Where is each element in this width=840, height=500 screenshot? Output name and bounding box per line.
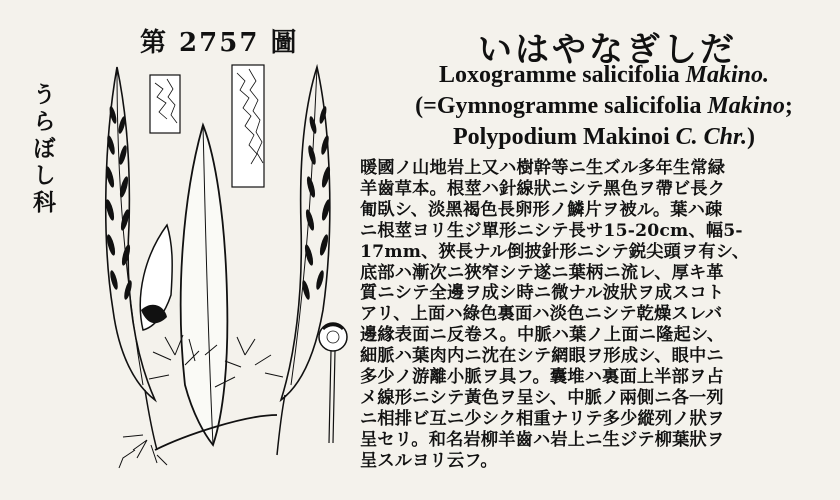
description-line: 羊齒草本。根莖ハ針線狀ニシテ黑色ヲ帶ビ長ク xyxy=(360,178,726,199)
description-line: 邊緣表面ニ反卷ス。中脈ハ葉ノ上面ニ隆起シ、 xyxy=(360,325,725,346)
description-line: 17mm、狹長ナル倒披針形ニシテ鋭尖頭ヲ有シ、 xyxy=(360,241,750,262)
family-name: うらぼし科 xyxy=(29,82,56,217)
synonym-punct-1: ; xyxy=(784,93,793,119)
scientific-name-line xyxy=(378,62,830,89)
description-line: 多少ノ游離小脈ヲ具フ。囊堆ハ裏面上半部ヲ占 xyxy=(360,367,724,388)
description xyxy=(360,158,835,472)
synonym-line-1 xyxy=(378,93,830,120)
description-line: 細脈ハ葉肉内ニ沈在シテ網眼ヲ形成シ、眼中ニ xyxy=(360,346,724,367)
description-line: 呈セリ。和名岩柳羊齒ハ岩上ニ生ジテ柳葉狀ヲ xyxy=(360,429,725,450)
synonym-author-1: Makino xyxy=(707,93,785,119)
description-line: アリ、上面ハ綠色裏面ハ淡色ニシテ乾燥スレバ xyxy=(360,304,723,325)
description-line: 暖國ノ山地岩上又ハ樹幹等ニ生ズル多年生常緑 xyxy=(360,158,726,178)
description-line: 呈スルヨリ云フ。 xyxy=(360,450,498,471)
description-line: ニ相排ビ互ニ少シク相重ナリテ多少縱列ノ狀ヲ xyxy=(360,408,725,429)
center-leaf xyxy=(181,125,228,445)
scientific-name: Loxogramme salicifolia xyxy=(439,62,680,88)
synonym-name-1: (=Gymnogramme salicifolia xyxy=(415,93,702,119)
plate-number: 第 2757 圖 xyxy=(140,28,299,58)
description-line: メ線形ニシテ黃色ヲ呈シ、中脈ノ兩側ニ各一列 xyxy=(360,387,724,408)
description-line: 底部ハ漸次ニ狹窄シテ遂ニ葉柄ニ流レ、厚キ革 xyxy=(360,262,724,283)
description-line: 匍臥シ、淡黑褐色長卵形ノ鱗片ヲ被ル。葉ハ疎 xyxy=(360,199,723,220)
synonym-line-2 xyxy=(378,124,830,151)
description-line: 質ニシテ全邊ヲ成シ時ニ微ナル波狀ヲ成スコト xyxy=(360,283,725,304)
right-frond xyxy=(277,67,332,455)
synonym-author-2: C. Chr. xyxy=(675,124,748,150)
scientific-author: Makino. xyxy=(685,62,769,88)
fern-illustration xyxy=(95,55,365,475)
synonym-punct-2: ) xyxy=(747,124,756,150)
japanese-common-name: いはやなぎしだ xyxy=(478,30,737,70)
synonym-name-2: Polypodium Makinoi xyxy=(452,124,670,150)
description-line: ニ根莖ヨリ生ジ單形ニシテ長サ15-20cm、幅5- xyxy=(360,220,743,241)
sporangium-detail xyxy=(319,323,347,443)
cross-section xyxy=(140,225,172,330)
